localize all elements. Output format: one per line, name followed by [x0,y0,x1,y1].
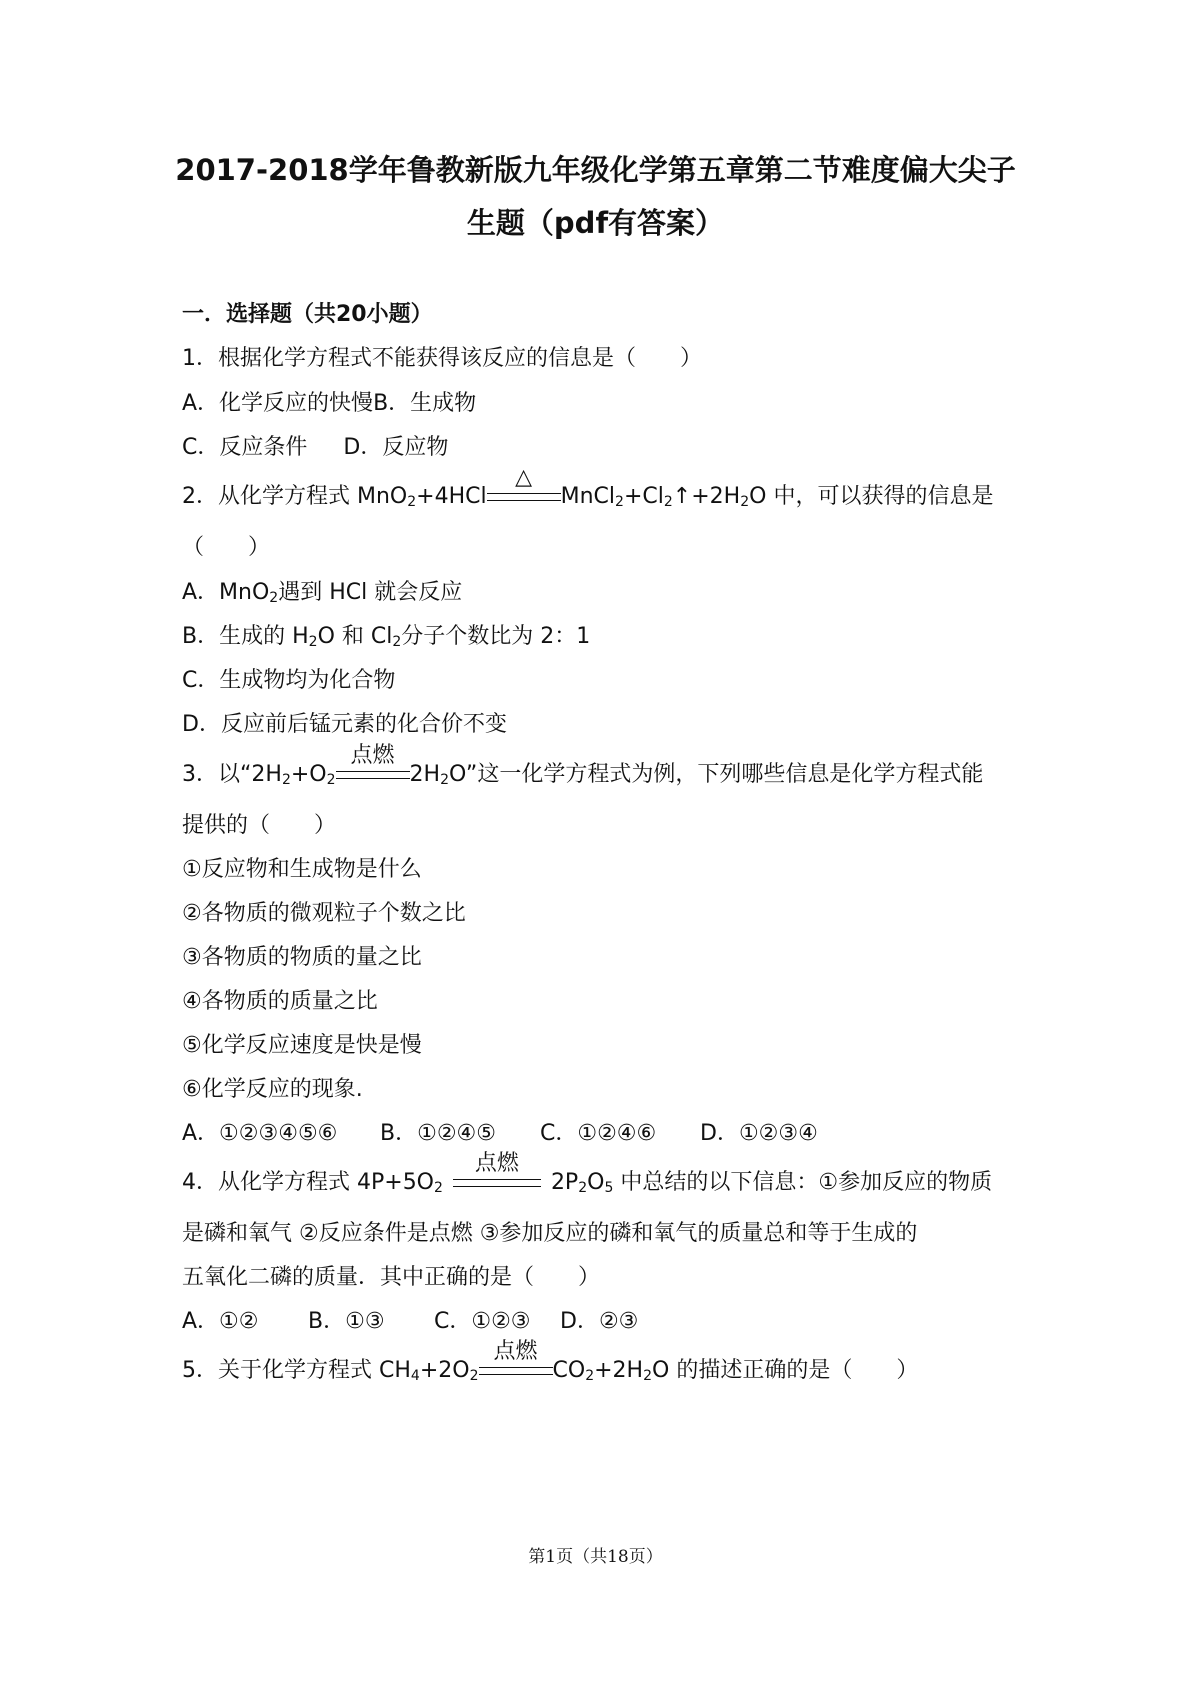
q3-options [182,1119,818,1149]
q4-option-a: A．①② [182,1309,259,1334]
q2-answer-paren: （ ） [182,535,271,560]
q3-stem: 3．以“$2H_2+O_2$ 点燃 $2H_2O$”这一化学方程式为例，下列哪些信息是化学方程式能 [182,743,984,788]
q1-option-b: B．生成物 [373,391,477,416]
q1-stem: 1．根据化学方程式不能获得该反应的信息是（ ） [182,346,702,371]
q3-ignite-condition: 点燃 [350,743,395,768]
q2-option-c: C．生成物均为化合物 [182,668,396,693]
q1-option-a: A．化学反应的快慢 [182,391,374,416]
q3-option-c: C．①②④⑥ [540,1121,657,1146]
q4-ignite-condition: 点燃 [474,1151,519,1176]
doc-title-line1: 2017-2018学年鲁教新版九年级化学第五章第二节难度偏大尖子 [175,153,1016,187]
q2-option-d: D．反应前后锰元素的化合价不变 [182,712,507,737]
page-footer: 第1页（共18页） [528,1547,663,1567]
q5-ignite-condition: 点燃 [493,1339,538,1364]
q3-option-a: A．①②③④⑤⑥ [182,1121,338,1146]
q5-reaction-arrow [479,1339,553,1386]
q3-item: ④各物质的质量之比 [182,989,378,1014]
q3-item: ⑥化学反应的现象. [182,1077,363,1102]
doc-title-line2: 生题（pdf有答案） [466,206,725,240]
q2-stem: 2．从化学方程式 MnO$_2$+4HCl △ $MnCl_2+Cl_2↑+2H_2O$ 中，可以获得的信息是 [182,465,994,510]
q3-reaction-arrow [336,743,410,790]
q2-option-a: A．MnO$_2$遇到 HCl 就会反应 [182,580,463,606]
q3-item: ②各物质的微观粒子个数之比 [182,901,466,926]
q4-option-d: D．②③ [560,1309,639,1334]
q3-option-b: B．①②④⑤ [380,1121,496,1146]
q2-heat-condition: △ [515,465,533,490]
q5-stem: 5．关于化学方程式 $CH_4+2O_2$ 点燃 $CO_2+2H_2O$ 的描述正确的是（ ） [182,1339,919,1384]
q3-item: ①反应物和生成物是什么 [182,857,422,882]
q3-option-d: D．①②③④ [700,1121,818,1146]
q4-stem-line3: 五氧化二磷的质量．其中正确的是（ ） [182,1265,601,1290]
q2-reaction-arrow [487,465,561,512]
q3-item: ③各物质的物质的量之比 [182,945,422,970]
q4-stem: 4．从化学方程式 $4P+5O_2$ 点燃 $2P_2O_5$ 中总结的以下信息：①参加反应的物质 [182,1151,993,1196]
q4-options [182,1307,638,1337]
q3-stem-line2: 提供的（ ） [182,813,337,838]
section-heading: 一．选择题（共20小题） [182,302,433,327]
q2-option-b: B．生成的 $H_2O$ 和 $Cl_2$分子个数比为 2：1 [182,624,591,650]
q4-option-b: B．①③ [308,1309,385,1334]
q1-options-row2 [182,433,448,463]
q3-item: ⑤化学反应速度是快是慢 [182,1033,422,1058]
q1-option-c: C．反应条件 [182,435,308,460]
q4-stem-line2: 是磷和氧气 ②反应条件是点燃 ③参加反应的磷和氧气的质量总和等于生成的 [182,1221,918,1246]
q1-options-row1 [182,389,476,419]
q4-option-c: C．①②③ [434,1309,531,1334]
q4-reaction-arrow [453,1151,541,1198]
q1-option-d: D．反应物 [343,435,449,460]
